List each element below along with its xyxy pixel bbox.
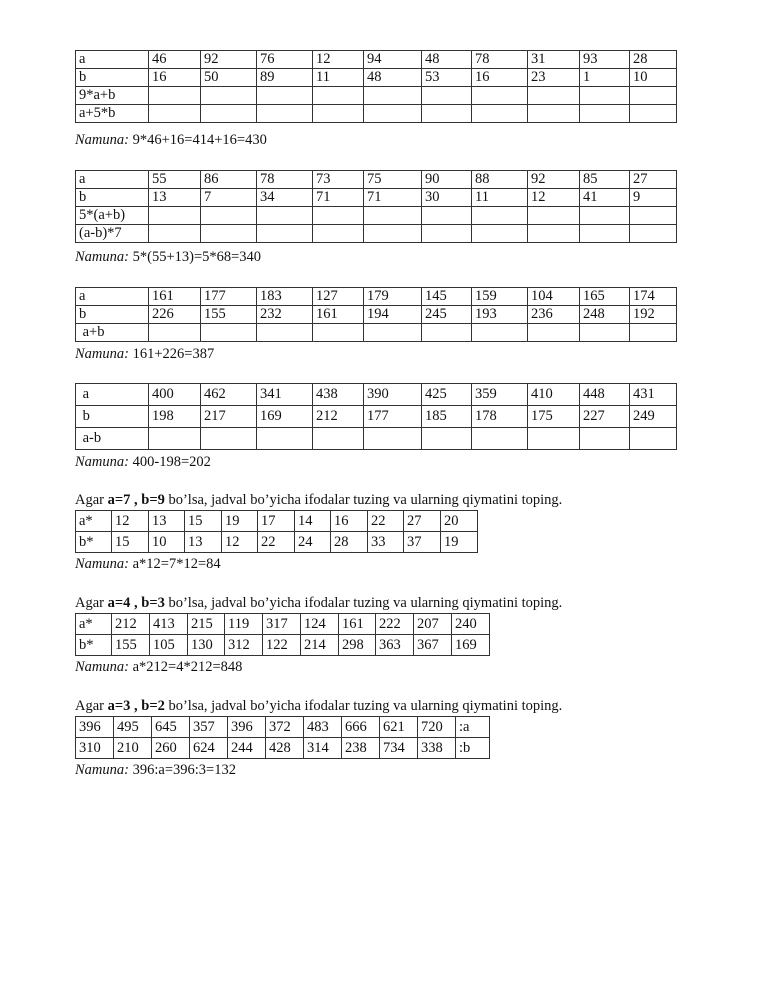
- example-label: Namuna:: [75, 454, 129, 470]
- value-cell: 341: [257, 384, 313, 406]
- table-row: [76, 171, 677, 189]
- value-cell: 372: [266, 717, 304, 738]
- row-label-cell: a: [76, 384, 149, 406]
- value-cell: 145: [422, 288, 472, 306]
- value-cell: 410: [528, 384, 580, 406]
- value-cell: 645: [152, 717, 190, 738]
- answer-cell: [472, 105, 528, 123]
- row-label-cell: 310: [76, 738, 114, 759]
- answer-cell: [472, 428, 528, 450]
- table-row: [76, 738, 490, 759]
- value-cell: 483: [304, 717, 342, 738]
- value-cell: 214: [301, 635, 339, 656]
- answer-cell: [630, 225, 677, 243]
- value-cell: 179: [364, 288, 422, 306]
- row-label-cell: a: [76, 51, 149, 69]
- answer-cell: [257, 105, 313, 123]
- value-cell: 12: [528, 189, 580, 207]
- answer-cell: [528, 105, 580, 123]
- value-cell: 85: [580, 171, 630, 189]
- answer-cell: [364, 225, 422, 243]
- value-cell: 28: [331, 532, 368, 553]
- table-1-block: [75, 50, 677, 123]
- value-cell: 720: [418, 717, 456, 738]
- value-cell: 50: [201, 69, 257, 87]
- value-cell: 48: [422, 51, 472, 69]
- answer-cell: [528, 87, 580, 105]
- value-cell: 16: [149, 69, 201, 87]
- value-cell: 86: [201, 171, 257, 189]
- value-cell: 78: [257, 171, 313, 189]
- answer-cell: [201, 428, 257, 450]
- value-cell: 75: [364, 171, 422, 189]
- value-cell: 428: [266, 738, 304, 759]
- value-cell: 30: [422, 189, 472, 207]
- table-6-example: [75, 658, 242, 676]
- answer-cell: [422, 324, 472, 342]
- value-cell: 207: [414, 614, 452, 635]
- answer-cell: [580, 87, 630, 105]
- table-3-example: [75, 345, 214, 363]
- answer-cell: [472, 207, 528, 225]
- value-cell: 10: [630, 69, 677, 87]
- answer-cell: [528, 324, 580, 342]
- example-text: a*12=7*12=84: [128, 556, 221, 572]
- example-text: 9*46+16=414+16=430: [128, 132, 267, 148]
- value-cell: 10: [149, 532, 185, 553]
- value-cell: 24: [295, 532, 331, 553]
- value-cell: 71: [313, 189, 364, 207]
- answer-cell: [149, 428, 201, 450]
- answer-cell: [313, 324, 364, 342]
- value-cell: 193: [472, 306, 528, 324]
- row-label-cell: 9*a+b: [76, 87, 149, 105]
- value-cell: 46: [149, 51, 201, 69]
- row-label-cell: b: [76, 189, 149, 207]
- value-cell: 93: [580, 51, 630, 69]
- table-row: [76, 428, 677, 450]
- answer-cell: [422, 225, 472, 243]
- table-row: [76, 406, 677, 428]
- table-5-example: [75, 555, 221, 573]
- answer-cell: [149, 105, 201, 123]
- table-4-block: [75, 383, 677, 450]
- value-cell: 16: [472, 69, 528, 87]
- table-2-block: [75, 170, 677, 243]
- value-cell: 249: [630, 406, 677, 428]
- table-row: [76, 384, 677, 406]
- answer-cell: [313, 428, 364, 450]
- heading-text: Agar: [75, 698, 108, 714]
- value-cell: 400: [149, 384, 201, 406]
- answer-cell: [257, 324, 313, 342]
- heading-text: bo’lsa, jadval bo’yicha ifodalar tuzing va ularning qiymatini toping.: [164, 595, 563, 611]
- value-cell: 161: [313, 306, 364, 324]
- value-cell: 122: [263, 635, 301, 656]
- value-cell: :a: [456, 717, 490, 738]
- example-text: 396:a=396:3=132: [128, 762, 236, 778]
- value-cell: 155: [201, 306, 257, 324]
- value-cell: 94: [364, 51, 422, 69]
- value-cell: 9: [630, 189, 677, 207]
- table-1: [75, 50, 677, 123]
- table-5: [75, 510, 478, 553]
- table-2-example: [75, 248, 261, 266]
- value-cell: 41: [580, 189, 630, 207]
- value-cell: 105: [150, 635, 188, 656]
- value-cell: 298: [339, 635, 376, 656]
- value-cell: 175: [528, 406, 580, 428]
- row-label-cell: a+5*b: [76, 105, 149, 123]
- value-cell: 17: [258, 511, 295, 532]
- value-cell: 396: [228, 717, 266, 738]
- table-row: [76, 225, 677, 243]
- value-cell: 232: [257, 306, 313, 324]
- value-cell: 15: [185, 511, 222, 532]
- value-cell: 314: [304, 738, 342, 759]
- table-row: [76, 306, 677, 324]
- value-cell: 240: [452, 614, 490, 635]
- value-cell: 76: [257, 51, 313, 69]
- answer-cell: [422, 87, 472, 105]
- value-cell: 27: [404, 511, 441, 532]
- value-cell: 363: [376, 635, 414, 656]
- answer-cell: [257, 428, 313, 450]
- value-cell: 227: [580, 406, 630, 428]
- value-cell: 312: [225, 635, 263, 656]
- value-cell: 226: [149, 306, 201, 324]
- value-cell: 425: [422, 384, 472, 406]
- answer-cell: [580, 225, 630, 243]
- value-cell: 12: [313, 51, 364, 69]
- answer-cell: [313, 225, 364, 243]
- value-cell: 71: [364, 189, 422, 207]
- value-cell: 90: [422, 171, 472, 189]
- value-cell: 7: [201, 189, 257, 207]
- table-7-example: [75, 761, 236, 779]
- value-cell: 215: [188, 614, 225, 635]
- answer-cell: [422, 105, 472, 123]
- answer-cell: [630, 428, 677, 450]
- value-cell: 169: [257, 406, 313, 428]
- value-cell: 357: [190, 717, 228, 738]
- value-cell: :b: [456, 738, 490, 759]
- answer-cell: [528, 225, 580, 243]
- value-cell: 431: [630, 384, 677, 406]
- value-cell: 177: [364, 406, 422, 428]
- value-cell: 413: [150, 614, 188, 635]
- value-cell: 119: [225, 614, 263, 635]
- value-cell: 14: [295, 511, 331, 532]
- value-cell: 734: [380, 738, 418, 759]
- value-cell: 624: [190, 738, 228, 759]
- table-row: [76, 635, 490, 656]
- answer-cell: [580, 324, 630, 342]
- value-cell: 438: [313, 384, 364, 406]
- heading-text: Agar: [75, 492, 108, 508]
- table-6-block: [75, 613, 490, 656]
- example-label: Namuna:: [75, 762, 129, 778]
- example-label: Namuna:: [75, 249, 129, 265]
- value-cell: 185: [422, 406, 472, 428]
- value-cell: 11: [472, 189, 528, 207]
- answer-cell: [201, 225, 257, 243]
- value-cell: 22: [258, 532, 295, 553]
- value-cell: 159: [472, 288, 528, 306]
- value-cell: 212: [313, 406, 364, 428]
- value-cell: 12: [112, 511, 149, 532]
- row-label-cell: b: [76, 406, 149, 428]
- answer-cell: [201, 87, 257, 105]
- answer-cell: [630, 105, 677, 123]
- answer-cell: [472, 225, 528, 243]
- example-text: a*212=4*212=848: [128, 659, 243, 675]
- value-cell: 169: [452, 635, 490, 656]
- table-6: [75, 613, 490, 656]
- answer-cell: [364, 428, 422, 450]
- table-row: [76, 51, 677, 69]
- value-cell: 367: [414, 635, 452, 656]
- answer-cell: [201, 324, 257, 342]
- value-cell: 31: [528, 51, 580, 69]
- table-5-block: [75, 510, 478, 553]
- value-cell: 448: [580, 384, 630, 406]
- example-text: 400-198=202: [128, 454, 211, 470]
- answer-cell: [580, 105, 630, 123]
- table-row: [76, 511, 478, 532]
- answer-cell: [364, 207, 422, 225]
- value-cell: 130: [188, 635, 225, 656]
- heading-text: Agar: [75, 595, 108, 611]
- answer-cell: [313, 207, 364, 225]
- answer-cell: [364, 87, 422, 105]
- value-cell: 34: [257, 189, 313, 207]
- value-cell: 222: [376, 614, 414, 635]
- table-2: [75, 170, 677, 243]
- value-cell: 13: [149, 511, 185, 532]
- table-3: [75, 287, 677, 342]
- value-cell: 192: [630, 306, 677, 324]
- answer-cell: [580, 428, 630, 450]
- value-cell: 212: [112, 614, 150, 635]
- value-cell: 27: [630, 171, 677, 189]
- answer-cell: [422, 428, 472, 450]
- value-cell: 666: [342, 717, 380, 738]
- value-cell: 1: [580, 69, 630, 87]
- value-cell: 20: [441, 511, 478, 532]
- answer-cell: [313, 105, 364, 123]
- answer-cell: [472, 324, 528, 342]
- value-cell: 127: [313, 288, 364, 306]
- heading-values: a=4 , b=3: [107, 595, 165, 611]
- value-cell: 174: [630, 288, 677, 306]
- answer-cell: [422, 207, 472, 225]
- heading-text: bo’lsa, jadval bo’yicha ifodalar tuzing va ularning qiymatini toping.: [164, 698, 563, 714]
- table-row: [76, 288, 677, 306]
- row-label-cell: (a-b)*7: [76, 225, 149, 243]
- value-cell: 194: [364, 306, 422, 324]
- value-cell: 244: [228, 738, 266, 759]
- value-cell: 13: [149, 189, 201, 207]
- value-cell: 165: [580, 288, 630, 306]
- value-cell: 260: [152, 738, 190, 759]
- row-label-cell: a*: [76, 511, 112, 532]
- value-cell: 19: [441, 532, 478, 553]
- answer-cell: [630, 324, 677, 342]
- value-cell: 89: [257, 69, 313, 87]
- value-cell: 23: [528, 69, 580, 87]
- row-label-cell: b: [76, 69, 149, 87]
- table-row: [76, 614, 490, 635]
- value-cell: 16: [331, 511, 368, 532]
- answer-cell: [201, 105, 257, 123]
- value-cell: 11: [313, 69, 364, 87]
- value-cell: 22: [368, 511, 404, 532]
- table-7-block: [75, 716, 490, 759]
- value-cell: 33: [368, 532, 404, 553]
- answer-cell: [257, 225, 313, 243]
- value-cell: 53: [422, 69, 472, 87]
- value-cell: 217: [201, 406, 257, 428]
- table-row: [76, 87, 677, 105]
- value-cell: 198: [149, 406, 201, 428]
- answer-cell: [313, 87, 364, 105]
- table-row: [76, 717, 490, 738]
- row-label-cell: b*: [76, 635, 112, 656]
- table-4: [75, 383, 677, 450]
- table-4-example: [75, 453, 211, 471]
- value-cell: 178: [472, 406, 528, 428]
- answer-cell: [364, 324, 422, 342]
- value-cell: 92: [528, 171, 580, 189]
- value-cell: 78: [472, 51, 528, 69]
- value-cell: 12: [222, 532, 258, 553]
- section-5-heading: [75, 491, 562, 509]
- value-cell: 390: [364, 384, 422, 406]
- answer-cell: [528, 207, 580, 225]
- answer-cell: [149, 324, 201, 342]
- example-text: 161+226=387: [128, 346, 215, 362]
- heading-values: a=3 , b=2: [107, 698, 165, 714]
- table-row: [76, 189, 677, 207]
- value-cell: 155: [112, 635, 150, 656]
- answer-cell: [149, 225, 201, 243]
- value-cell: 92: [201, 51, 257, 69]
- row-label-cell: b*: [76, 532, 112, 553]
- value-cell: 124: [301, 614, 339, 635]
- value-cell: 621: [380, 717, 418, 738]
- value-cell: 359: [472, 384, 528, 406]
- value-cell: 238: [342, 738, 380, 759]
- row-label-cell: a: [76, 171, 149, 189]
- answer-cell: [364, 105, 422, 123]
- value-cell: 73: [313, 171, 364, 189]
- value-cell: 37: [404, 532, 441, 553]
- example-text: 5*(55+13)=5*68=340: [128, 249, 262, 265]
- value-cell: 161: [339, 614, 376, 635]
- value-cell: 248: [580, 306, 630, 324]
- value-cell: 13: [185, 532, 222, 553]
- value-cell: 55: [149, 171, 201, 189]
- row-label-cell: a*: [76, 614, 112, 635]
- value-cell: 338: [418, 738, 456, 759]
- value-cell: 317: [263, 614, 301, 635]
- value-cell: 15: [112, 532, 149, 553]
- answer-cell: [580, 207, 630, 225]
- value-cell: 104: [528, 288, 580, 306]
- row-label-cell: 396: [76, 717, 114, 738]
- example-label: Namuna:: [75, 132, 129, 148]
- value-cell: 48: [364, 69, 422, 87]
- row-label-cell: a-b: [76, 428, 149, 450]
- value-cell: 495: [114, 717, 152, 738]
- answer-cell: [528, 428, 580, 450]
- table-3-block: [75, 287, 677, 342]
- value-cell: 177: [201, 288, 257, 306]
- value-cell: 462: [201, 384, 257, 406]
- value-cell: 28: [630, 51, 677, 69]
- table-row: [76, 69, 677, 87]
- example-label: Namuna:: [75, 556, 129, 572]
- table-7: [75, 716, 490, 759]
- answer-cell: [257, 207, 313, 225]
- value-cell: 161: [149, 288, 201, 306]
- answer-cell: [149, 87, 201, 105]
- value-cell: 88: [472, 171, 528, 189]
- row-label-cell: a+b: [76, 324, 149, 342]
- value-cell: 19: [222, 511, 258, 532]
- answer-cell: [630, 207, 677, 225]
- answer-cell: [149, 207, 201, 225]
- heading-text: bo’lsa, jadval bo’yicha ifodalar tuzing va ularning qiymatini toping.: [164, 492, 563, 508]
- row-label-cell: b: [76, 306, 149, 324]
- example-label: Namuna:: [75, 659, 129, 675]
- example-label: Namuna:: [75, 346, 129, 362]
- table-1-example: [75, 131, 267, 149]
- heading-values: a=7 , b=9: [107, 492, 165, 508]
- table-row: [76, 105, 677, 123]
- value-cell: 245: [422, 306, 472, 324]
- value-cell: 183: [257, 288, 313, 306]
- answer-cell: [201, 207, 257, 225]
- table-row: [76, 324, 677, 342]
- table-row: [76, 207, 677, 225]
- value-cell: 210: [114, 738, 152, 759]
- answer-cell: [472, 87, 528, 105]
- table-row: [76, 532, 478, 553]
- answer-cell: [257, 87, 313, 105]
- section-6-heading: [75, 594, 562, 612]
- row-label-cell: 5*(a+b): [76, 207, 149, 225]
- value-cell: 236: [528, 306, 580, 324]
- row-label-cell: a: [76, 288, 149, 306]
- section-7-heading: [75, 697, 562, 715]
- answer-cell: [630, 87, 677, 105]
